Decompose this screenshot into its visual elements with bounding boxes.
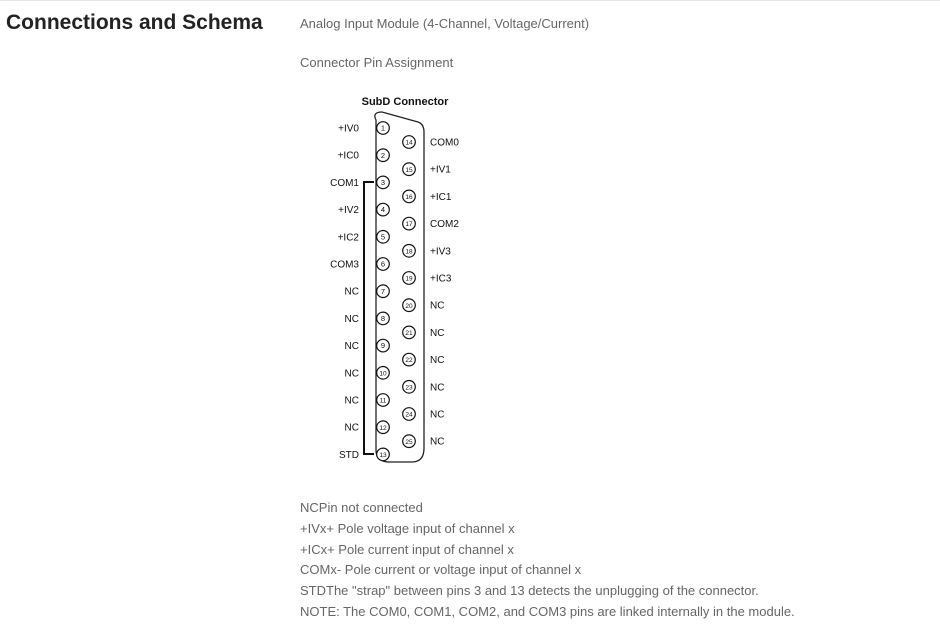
- pin-label: NC: [430, 327, 445, 339]
- pin-number: 2: [380, 150, 386, 160]
- pin-label: +IV2: [338, 205, 359, 217]
- pin-label: COM0: [430, 137, 459, 149]
- pin-number: 24: [405, 411, 413, 419]
- pin-label: +IV3: [430, 246, 451, 258]
- connector-heading: SubD Connector: [361, 96, 449, 108]
- pin-label: NC: [344, 286, 359, 298]
- pin-number: 20: [405, 302, 413, 310]
- pin-number: 22: [405, 357, 413, 365]
- pin-assignment-heading: Connector Pin Assignment: [300, 55, 454, 70]
- legend-row: [300, 519, 795, 540]
- pin-number: 7: [380, 286, 386, 296]
- pin-label: +IC2: [337, 232, 359, 244]
- top-divider: [0, 0, 940, 1]
- pin-number: 6: [380, 259, 386, 269]
- legend-row: [300, 540, 795, 561]
- legend-desc: + Pole current input of channel x: [327, 541, 514, 557]
- pin-number: 15: [405, 166, 413, 174]
- pin-number: 16: [405, 194, 413, 201]
- legend-desc: - Pole current or voltage input of channel x: [336, 562, 582, 578]
- pin-label: NC: [430, 300, 445, 312]
- pin-label: NC: [344, 368, 359, 380]
- legend-desc: + Pole voltage input of channel x: [326, 520, 515, 536]
- pin-number: 18: [405, 248, 413, 256]
- legend-row: [300, 581, 795, 602]
- pin-label: NC: [344, 313, 359, 325]
- pin-number: 5: [380, 232, 386, 242]
- pin-label: NC: [430, 409, 445, 421]
- pin-number: 19: [405, 275, 413, 283]
- strap-wire: [364, 182, 374, 454]
- pin-label: COM3: [330, 259, 359, 271]
- pin-label: COM1: [330, 177, 359, 189]
- pin-number: 25: [405, 438, 413, 446]
- legend-term: +ICx: [300, 541, 328, 557]
- legend-desc: Pin not connected: [318, 500, 423, 515]
- pin-number: 1: [380, 123, 386, 133]
- pin-label: COM2: [430, 219, 459, 231]
- pin-label: NC: [430, 382, 445, 394]
- legend-term: +IVx: [300, 520, 327, 536]
- pin-label: NC: [344, 422, 359, 434]
- pin-label: +IC0: [337, 150, 359, 162]
- pin-number: 3: [380, 178, 386, 187]
- pin-number: 8: [380, 314, 386, 323]
- legend-term: NC: [300, 500, 319, 515]
- legend-row: [300, 560, 795, 581]
- pin-number: 14: [405, 139, 413, 147]
- pin-label: +IV0: [338, 123, 359, 135]
- module-note: NOTE: The COM0, COM1, COM2, and COM3 pins are linked internally in the module.: [300, 603, 795, 619]
- legend-desc: The "strap" between pins 3 and 13 detects the unplugging of the connector.: [326, 583, 759, 599]
- legend-term: STD: [300, 583, 326, 599]
- pin-number: 17: [405, 221, 413, 229]
- pin-label: +IC1: [430, 191, 452, 203]
- pin-label: +IV1: [430, 164, 451, 176]
- subd-connector-diagram: [318, 90, 478, 475]
- section-title: Connections and Schema: [6, 11, 263, 34]
- pin-label: STD: [339, 449, 359, 461]
- legend-row: [300, 498, 795, 519]
- pin-label: NC: [430, 355, 445, 367]
- module-title: Analog Input Module (4-Channel, Voltage/Current): [300, 16, 590, 31]
- pin-number: 9: [380, 341, 386, 351]
- pin-number: 11: [379, 397, 387, 405]
- pin-label: +IC3: [430, 273, 452, 285]
- pin-legend: [300, 498, 795, 623]
- pin-label: NC: [344, 341, 359, 353]
- pin-label: NC: [430, 436, 445, 448]
- pin-number: 12: [379, 424, 387, 432]
- pin-label: NC: [344, 395, 359, 407]
- pin-number: 10: [379, 370, 387, 378]
- pin-number: 21: [405, 330, 413, 337]
- pin-number: 13: [379, 452, 387, 459]
- pin-number: 23: [405, 384, 413, 392]
- pin-number: 4: [380, 205, 386, 215]
- legend-term: COMx: [300, 562, 337, 578]
